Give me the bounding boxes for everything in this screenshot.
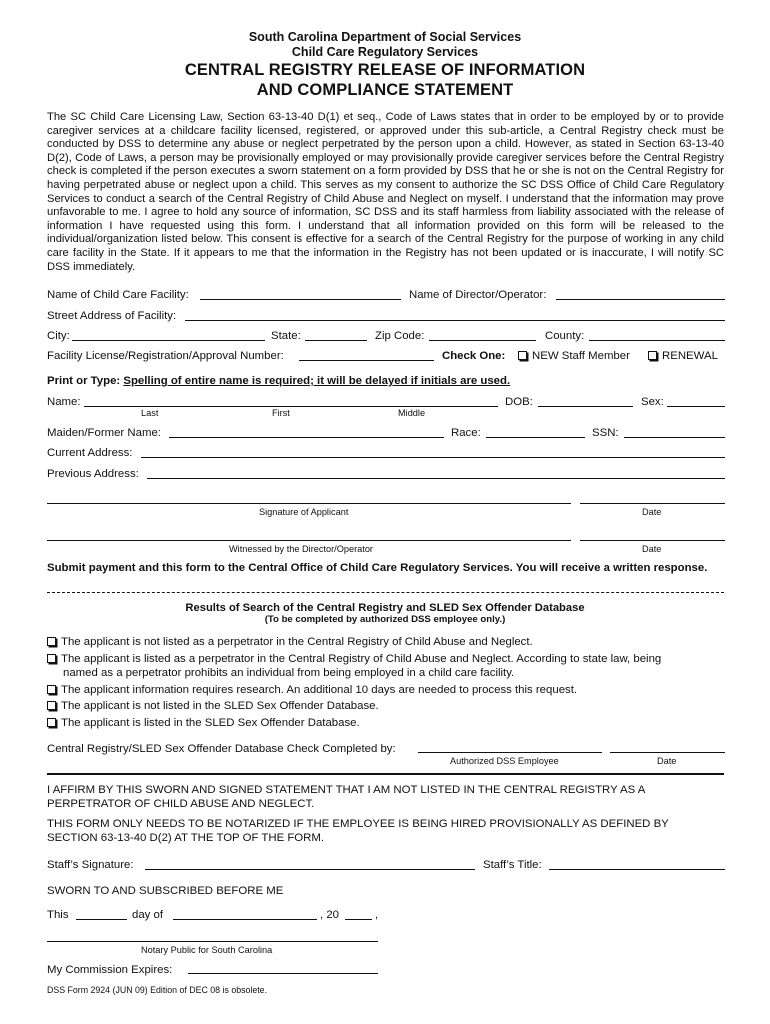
result-option-2[interactable]	[47, 653, 661, 667]
zip-label: Zip Code:	[375, 330, 425, 342]
dob-label: DOB:	[505, 396, 533, 408]
authorized-date-caption: Date	[657, 756, 677, 766]
result-option-4[interactable]	[47, 700, 379, 714]
print-instruction-text: Spelling of entire name is required; it will be delayed if initials are used.	[123, 375, 511, 387]
affirm-line-1: I AFFIRM BY THIS SWORN AND SIGNED STATEMENT THAT I AM NOT LISTED IN THE CENTRAL REGISTRY AS A	[47, 784, 646, 796]
previous-address-label: Previous Address:	[47, 468, 139, 480]
submit-note: Submit payment and this form to the Central Office of Child Care Regulatory Services. You will receive a written response.	[47, 562, 708, 574]
current-address-label: Current Address:	[47, 447, 133, 459]
ssn-field[interactable]	[624, 437, 725, 438]
county-label: County:	[545, 330, 585, 342]
result-option-3[interactable]	[47, 684, 577, 698]
result-checkbox-3[interactable]	[47, 685, 56, 694]
authorized-date-field[interactable]	[610, 752, 725, 753]
witness-signature-caption: Witnessed by the Director/Operator	[229, 544, 373, 554]
street-address-field[interactable]	[185, 320, 725, 321]
race-label: Race:	[451, 427, 481, 439]
applicant-name-field[interactable]	[84, 406, 498, 407]
applicant-name-label: Name:	[47, 396, 81, 408]
check-completed-label: Central Registry/SLED Sex Offender Database Check Completed by:	[47, 743, 396, 755]
director-name-field[interactable]	[556, 299, 725, 300]
new-staff-option[interactable]	[518, 350, 630, 362]
year-suffix-comma: ,	[375, 909, 379, 921]
director-name-label: Name of Director/Operator:	[409, 289, 547, 301]
middle-name-caption: Middle	[398, 408, 426, 418]
applicant-date-caption: Date	[642, 507, 662, 517]
commission-expires-field[interactable]	[188, 973, 378, 974]
result-option-5[interactable]	[47, 717, 360, 731]
applicant-date-field[interactable]	[580, 503, 725, 504]
result-text-1: The applicant is not listed as a perpetrator in the Central Registry of Child Abuse and Neglect.	[61, 636, 533, 648]
staff-signature-label: Staff’s Signature:	[47, 859, 134, 871]
result-text-4: The applicant is not listed in the SLED Sex Offender Database.	[61, 700, 379, 712]
year-prefix-label: , 20	[320, 909, 339, 921]
result-text-2: The applicant is listed as a perpetrator in the Central Registry of Child Abuse and Neglect. According to state law, being	[61, 653, 662, 665]
first-name-caption: First	[272, 408, 290, 418]
ssn-label: SSN:	[592, 427, 619, 439]
results-title: Results of Search of the Central Registry and SLED Sex Offender Database	[185, 602, 585, 614]
sworn-statement: SWORN TO AND SUBSCRIBED BEFORE ME	[47, 885, 284, 897]
result-checkbox-2[interactable]	[47, 654, 56, 663]
witness-date-field[interactable]	[580, 540, 725, 541]
form-title-line1: CENTRAL REGISTRY RELEASE OF INFORMATION	[184, 61, 586, 79]
notary-requirement-line-2: SECTION 63-13-40 D(2) AT THE TOP OF THE FORM.	[47, 832, 325, 844]
facility-name-field[interactable]	[200, 299, 401, 300]
year-field[interactable]	[345, 919, 372, 920]
staff-title-label: Staff’s Title:	[483, 859, 542, 871]
maiden-name-field[interactable]	[169, 437, 444, 438]
notary-signature-field[interactable]	[47, 941, 378, 942]
this-label: This	[47, 909, 69, 921]
separator-dashed	[47, 592, 724, 593]
street-address-label: Street Address of Facility:	[47, 310, 177, 322]
sex-field[interactable]	[667, 406, 725, 407]
city-label: City:	[47, 330, 70, 342]
state-field[interactable]	[305, 340, 367, 341]
zip-field[interactable]	[429, 340, 536, 341]
facility-name-label: Name of Child Care Facility:	[47, 289, 189, 301]
separator-solid	[47, 773, 724, 775]
city-field[interactable]	[72, 340, 265, 341]
sex-label: Sex:	[641, 396, 664, 408]
new-staff-checkbox[interactable]	[518, 351, 527, 360]
notary-requirement-line-1: THIS FORM ONLY NEEDS TO BE NOTARIZED IF THE EMPLOYEE IS BEING HIRED PROVISIONALLY AS DEFINED BY	[47, 818, 669, 830]
agency-name: South Carolina Department of Social Services	[248, 30, 522, 44]
intro-paragraph: The SC Child Care Licensing Law, Section 63-13-40 D(1) et seq., Code of Laws states that in order to be employed by or to provide caregiver services at a childcare facility licensed, registered, or approved under this sub-article, a Central Registry check must be conducted by DSS to determine any abuse or neglect perpetrated by the person upon a child. However, as stated in Section 63-13-40 D(2), Code of Laws, a person may be provisionally employed or may provisionally provide caregiver services before the Central Registry check is completed if the person executes a sworn statement on a form provided by DSS that he or she is not on the Central Registry for having perpetrated abuse or neglect upon a child. This serves as my consent to authorize the SC DSS Office of Child Care Regulatory Services to conduct a search of the Central Registry of Child Abuse and Neglect on myself. I understand that the information may prove unfavorable to me. I agree to hold any source of information, SC DSS and its staff harmless from liability associated with the release of information I have requested using this form. I understand that all information provided on this form will be released to the individual/organization listed below. This consent is effective for a search of the Central Registry for the purpose of working in any child care facility in the State. If it appears to me that the information in the Registry has not been updated or is inaccurate, I will notify SC DSS immediately.	[47, 111, 724, 273]
print-instruction	[47, 375, 510, 387]
result-checkbox-4[interactable]	[47, 701, 56, 710]
renewal-label: RENEWAL	[662, 350, 718, 362]
day-of-label: day of	[132, 909, 164, 921]
division-name: Child Care Regulatory Services	[291, 45, 479, 59]
witness-signature-field[interactable]	[47, 540, 571, 541]
authorized-employee-field[interactable]	[418, 752, 602, 753]
previous-address-field[interactable]	[147, 478, 725, 479]
form-id-footer: DSS Form 2924 (JUN 09) Edition of DEC 08 is obsolete.	[47, 985, 268, 995]
month-field[interactable]	[173, 919, 317, 920]
form-title-line2: AND COMPLIANCE STATEMENT	[256, 81, 514, 99]
race-field[interactable]	[486, 437, 585, 438]
result-text-3: The applicant information requires research. An additional 10 days are needed to process this request.	[61, 684, 578, 696]
notary-caption: Notary Public for South Carolina	[141, 945, 273, 955]
result-text-2-continued: named as a perpetrator prohibits an individual from being employed in a child care facility.	[63, 667, 515, 679]
maiden-name-label: Maiden/Former Name:	[47, 427, 161, 439]
check-one-label: Check One:	[442, 350, 506, 362]
commission-expires-label: My Commission Expires:	[47, 964, 173, 976]
license-number-label: Facility License/Registration/Approval Number:	[47, 350, 284, 362]
witness-date-caption: Date	[642, 544, 662, 554]
results-subtitle: (To be completed by authorized DSS employee only.)	[264, 614, 506, 625]
result-text-5: The applicant is listed in the SLED Sex Offender Database.	[61, 717, 360, 729]
applicant-signature-caption: Signature of Applicant	[259, 507, 349, 517]
staff-signature-field[interactable]	[145, 869, 475, 870]
print-label: Print or Type:	[47, 375, 121, 387]
renewal-option[interactable]	[648, 350, 718, 362]
result-checkbox-1[interactable]	[47, 637, 56, 646]
state-label: State:	[271, 330, 301, 342]
last-name-caption: Last	[141, 408, 159, 418]
current-address-field[interactable]	[141, 457, 725, 458]
result-checkbox-5[interactable]	[47, 718, 56, 727]
authorized-employee-caption: Authorized DSS Employee	[450, 756, 559, 766]
license-number-field[interactable]	[299, 360, 434, 361]
day-field[interactable]	[76, 919, 127, 920]
county-field[interactable]	[589, 340, 725, 341]
applicant-signature-field[interactable]	[47, 503, 571, 504]
staff-title-field[interactable]	[549, 869, 725, 870]
dob-field[interactable]	[538, 406, 633, 407]
result-option-1[interactable]	[47, 636, 533, 650]
affirm-line-2: PERPETRATOR OF CHILD ABUSE AND NEGLECT.	[47, 798, 315, 810]
new-staff-label: NEW Staff Member	[532, 350, 630, 362]
renewal-checkbox[interactable]	[648, 351, 657, 360]
